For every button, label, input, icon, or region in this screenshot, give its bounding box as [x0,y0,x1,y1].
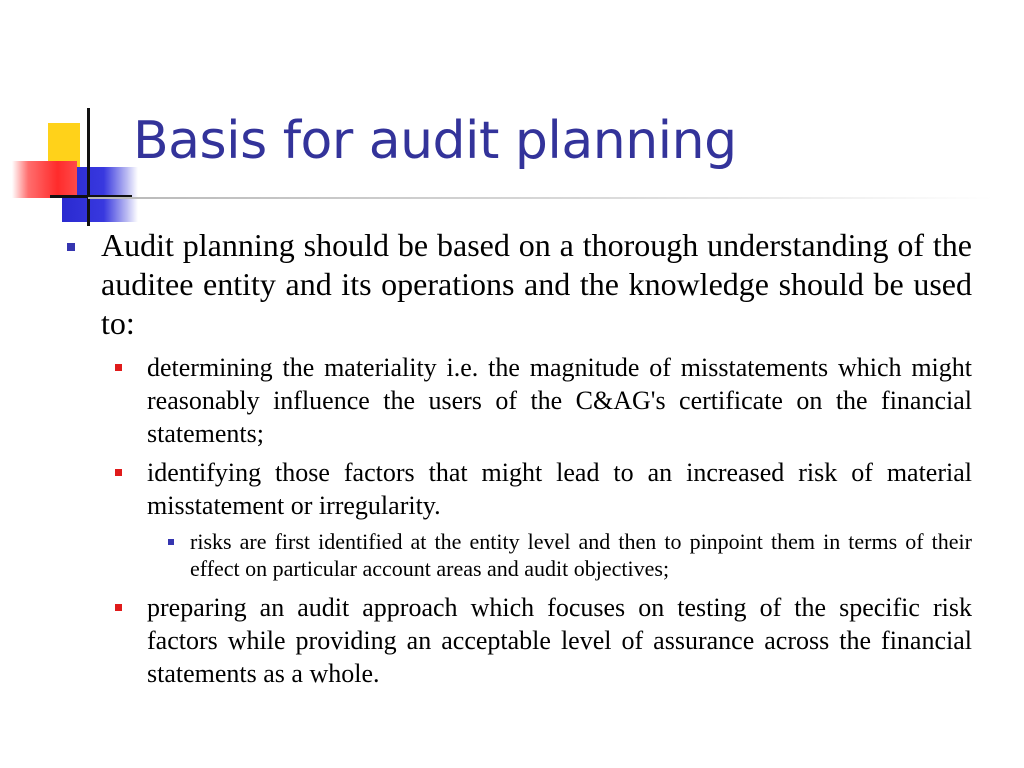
bullet-level-3 [147,528,972,582]
vertical-line [87,108,90,226]
title-divider [88,197,993,199]
slide-body [60,226,972,696]
bullet-text: determining the materiality i.e. the magnitude of misstatements which might reasonably influence the users of the C&AG's certificate on the financial statements; [147,353,972,448]
bullet-text: identifying those factors that might lead to an increased risk of material misstatement or irregularity. [147,458,972,520]
bullet-text: risks are first identified at the entity level and then to pinpoint them in terms of their effect on particular account areas and audit objectives; [190,529,972,581]
square-bullet-icon [115,364,122,371]
bullet-level-2 [101,351,972,450]
square-bullet-icon [115,469,122,476]
bullet-text: preparing an audit approach which focuses on testing of the specific risk factors while providing an acceptable level of assurance across the financial statements as a whole. [147,593,972,688]
red-square [12,161,77,198]
square-bullet-icon [67,243,75,251]
square-bullet-icon [168,539,174,545]
square-bullet-icon [115,604,122,611]
bullet-level-2 [101,456,972,522]
bullet-level-1 [60,226,972,343]
bullet-level-2 [101,591,972,690]
bullet-text: Audit planning should be based on a thorough understanding of the auditee entity and its operations and the knowledge should be used to: [101,227,972,341]
slide-title: Basis for audit planning [133,111,737,171]
